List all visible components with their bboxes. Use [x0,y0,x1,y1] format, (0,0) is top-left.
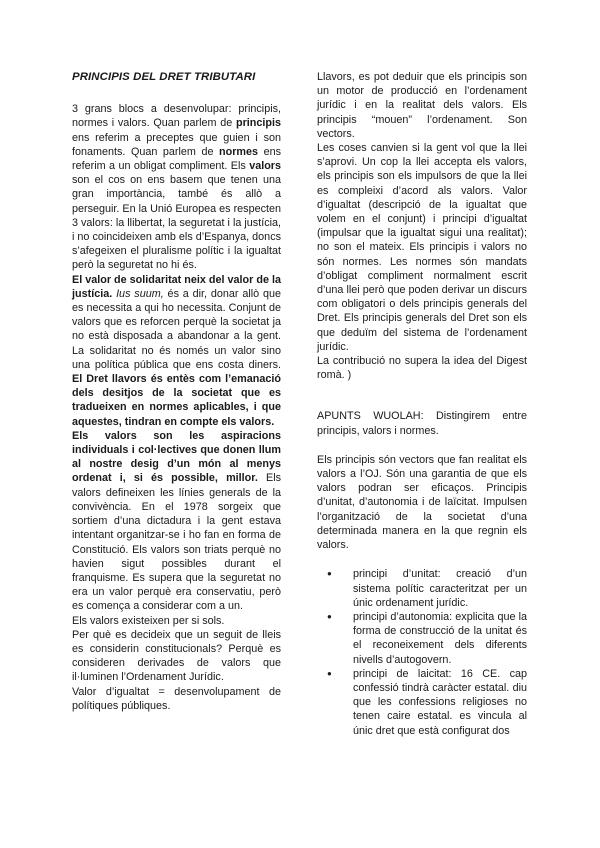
law-change-paragraph: Les coses canvien si la gent vol que la llei s’aprovi. Un cop la llei accepta els valors, els principis son els impulsors de que la llei es compleixi d’acord als valors. Valor d’igualtat (descripció de la igualtat que volem en el conjunt) i principi d’igualtat (impulsar que la igualtat sigui una realitat); no son el mateix. Els principis i valors no són normes. Les normes són mandats d’obligat compliment normalment escrit d’una llei però que poden derivar un discurs com obligatori o dels principis generals del Dret. Els principis generals del Dret son els que deduïm del sistema de l’ordenament jurídic. [317,142,527,353]
principles-motor-paragraph: Llavors, es pot deduir que els principis son un motor de producció en l’ordenament jurídic i en la realitat dels valors. Els principis “mouen” l’ordenament. Son vectors. [317,71,527,140]
digest-line: La contribució no supera la idea del Digest romà. ) [317,355,527,382]
values-exist-line: Els valors existeixen per si sols. [72,614,225,627]
intro-paragraph [72,102,281,272]
term-valors: valors [249,160,281,173]
ius-suum-text: Ius suum, [116,287,164,300]
solidarity-heading: El valor de solidaritat neix del valor de la justícia. [72,273,281,300]
values-paragraph [72,429,281,614]
left-column [72,70,281,713]
wuolah-notes-line: APUNTS WUOLAH: Distingirem entre principis, valors i normes. [317,410,527,437]
term-normes: normes [219,145,259,158]
intro-text-4: son el cos on ens basem que tenen una gran importància, també és allò a perseguir. En la Unió Europea es respecten 3 valors: la llibertat, la seguretat i la justícia, i no coincideixen amb els d’Espanya, doncs s’afegeixen el pluralisme polític i la igualtat però la seguretat no hi és. [72,174,281,272]
document-title: PRINCIPIS DEL DRET TRIBUTARI [72,71,256,83]
right-column [317,70,527,738]
intro-text-2: ens referim a preceptes que guien i son fonaments. Quan parlem de [72,131,281,158]
principles-list [317,567,527,737]
constitutional-paragraph: Per què es decideix que un seguit de lleis es considerin constitucionals? Perquè es consideren derivades de valors que il·luminen l’Ordenament Jurídic. [72,628,281,684]
solidarity-paragraph [72,273,281,429]
list-item: ● principi d’autonomia: explicita que la forma de construcció de la unitat és el reconeixement dels diferents nivells d’autogovern. [353,610,527,667]
list-item: ● principi de laicitat: 16 CE. cap confessió tindrà caràcter estatal. diu que les confessions religioses no tenen caire estatal. es vincula al únic dret que està configurat dos [353,667,527,738]
intro-text-3: ens referim a un obligat compliment. Els [72,145,281,173]
dret-definition: El Dret llavors és entès com l’emanació dels desitjos de la societat que es tradueixen en normes aplicables, i que aquestes, tindran en compte els valors. [72,373,281,428]
values-definition: Els valors son les aspiracions individuals i col·lectives que donen llum al nostre desig d’un món al menys ordenat i, si és possible, millor. [72,429,281,485]
equality-value-line: Valor d’igualtat = desenvolupament de polítiques públiques. [72,685,281,712]
term-principis: principis [236,117,281,130]
list-item: ● principi d’unitat: creació d’un sistema polític caracteritzat per un únic ordenament jurídic. [353,567,527,610]
solidarity-text: és a dir, donar allò que es necessita a qui ho necessita. Conjunt de valors que es reforcen perquè la societat ja no està disposada a abandonar a la gent. La solidaritat no és només un valor sino una política pública que ens costa diners. [72,287,282,371]
principles-vectors-paragraph: Els principis són vectors que fan realitat els valors a l’OJ. Són una garantia de que els valors podran ser eficaços. Principis d’unitat, d’autonomia i de laïcitat. Impulsen l’organització de la societat d’una determinada manera en la que regnin els valors. [317,453,527,552]
intro-text-1: 3 grans blocs a desenvolupar: principis, normes i valors. Quan parlem de [72,103,281,130]
values-text: Els valors defineixen les línies generals de la convivència. En el 1978 sorgeix que sortiem d’una dictadura i la gent estava intentant organitzar-se i ho fan en forma de Constitució. Els valors son triats perquè no havien sigut possibles durant el franquisme. Es supera que la seguretat no era un valor perquè era conservatiu, però es comença a considerar com a un. [72,472,282,613]
